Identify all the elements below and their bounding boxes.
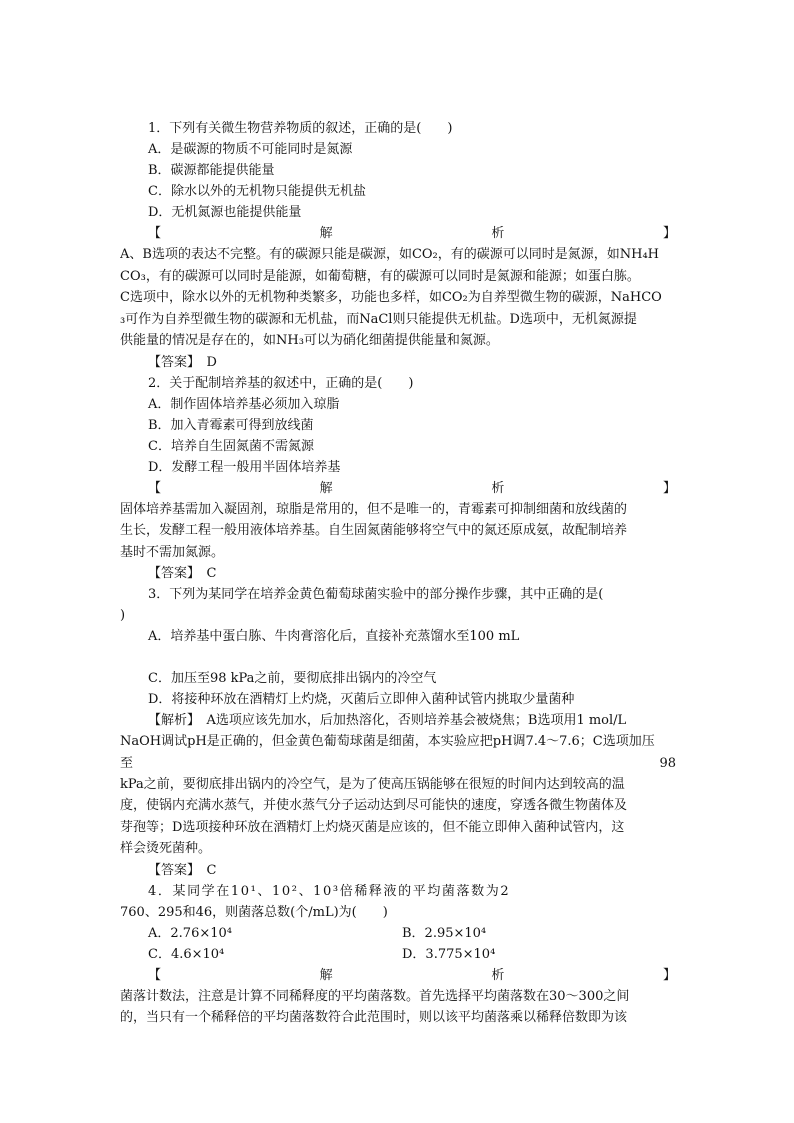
question-4-options-row-2 <box>120 944 676 965</box>
analysis-line: 基时不需加氮源。 <box>120 544 225 560</box>
question-1-option-b: B．碳源都能提供能量 <box>148 163 275 178</box>
question-1-analysis-label <box>120 223 676 244</box>
analysis-fragment: 98 <box>659 755 676 771</box>
analysis-char-2: 析 <box>491 967 505 983</box>
analysis-line: CO₃，有的碳源可以同时是能源，如葡萄糖，有的碳源可以同时是氮源和能源；如蛋白胨。 <box>120 268 640 284</box>
analysis-char-2: 析 <box>491 480 505 496</box>
question-4-analysis-label <box>120 965 676 986</box>
question-1-stem: 1．下列有关微生物营养物质的叙述，正确的是( ) <box>148 121 453 136</box>
analysis-justified-line <box>120 753 676 774</box>
analysis-line: 芽孢等；D选项接种环放在酒精灯上灼烧灭菌是应该的，但不能立即伸入菌种试管内，这 <box>120 819 625 835</box>
bracket-close: 】 <box>662 226 676 241</box>
question-4-option-c: C．4.6×10⁴ <box>148 946 225 962</box>
analysis-line: C选项中，除水以外的无机物种类繁多，功能也多样，如CO₂为自养型微生物的碳源，NaHCO <box>120 290 662 305</box>
question-4-stem: 4．某同学在10¹、10²、10³倍稀释液的平均菌落数为2 <box>148 883 511 899</box>
question-1-analysis <box>120 244 676 352</box>
question-2-analysis <box>120 499 676 564</box>
analysis-char-1: 解 <box>319 480 333 496</box>
question-3-option-a: A．培养基中蛋白胨、牛肉膏溶化后，直接补充蒸馏水至100 mL <box>148 629 520 644</box>
question-2-option-a: A．制作固体培养基必须加入琼脂 <box>148 396 340 412</box>
analysis-line: 固体培养基需加入凝固剂，琼脂是常用的，但不是唯一的，青霉素可抑制细菌和放线菌的 <box>120 501 628 517</box>
question-1-option-a: A．是碳源的物质不可能同时是氮源 <box>148 142 353 157</box>
question-4-analysis <box>120 986 676 1029</box>
question-2-option-c: C．培养自生固氮菌不需氮源 <box>148 438 314 454</box>
question-4-option-b: B．2.95×10⁴ <box>402 925 487 941</box>
question-4-options-row-1 <box>120 923 676 944</box>
question-4-stem-cont: 760、295和46，则菌落总数(个/mL)为( ) <box>120 904 388 920</box>
question-3-option-d: D．将接种环放在酒精灯上灼烧，灭菌后立即伸入菌种试管内挑取少量菌种 <box>148 692 575 707</box>
question-3-stem: 3．下列为某同学在培养金黄色葡萄球菌实验中的部分操作步骤，其中正确的是( <box>148 587 604 602</box>
analysis-line: ₃可作为自养型微生物的碳源和无机盐，而NaCl则只能提供无机盐。D选项中，无机氮源提 <box>120 311 637 327</box>
analysis-line: NaOH调试pH是正确的，但金黄色葡萄球菌是细菌，本实验应把pH调7.4～7.6；C选项加压 <box>120 734 655 749</box>
bracket-close: 】 <box>662 967 676 983</box>
question-3-answer: 【答案】 C <box>148 862 217 878</box>
question-2-option-d: D．发酵工程一般用半固体培养基 <box>148 459 341 475</box>
question-3-option-c: C．加压至98 kPa之前，要彻底排出锅内的冷空气 <box>148 671 437 686</box>
bracket-open: 【 <box>148 226 162 241</box>
analysis-line: 菌落计数法，注意是计算不同稀释度的平均菌落数。首先选择平均菌落数在30～300之间 <box>120 988 630 1004</box>
question-2-stem: 2．关于配制培养基的叙述中，正确的是( ) <box>148 375 414 391</box>
question-2-analysis-label <box>120 478 676 499</box>
analysis-line: A、B选项的表达不完整。有的碳源只能是碳源，如CO₂，有的碳源可以同时是氮源，如NH₄H <box>120 247 660 262</box>
question-3-stem-cont: ) <box>120 608 126 623</box>
bracket-close: 】 <box>662 480 676 496</box>
analysis-char-1: 解 <box>319 226 333 241</box>
document-page <box>120 118 676 1029</box>
question-4-option-d: D．3.775×10⁴ <box>402 946 496 962</box>
question-2-option-b: B．加入青霉素可得到放线菌 <box>148 417 314 433</box>
analysis-line: kPa之前，要彻底排出锅内的冷空气，是为了使高压锅能够在很短的时间内达到较高的温 <box>120 776 625 792</box>
blank-line <box>120 647 676 668</box>
analysis-char-1: 解 <box>319 967 333 983</box>
question-1-option-c: C．除水以外的无机物只能提供无机盐 <box>148 184 366 199</box>
question-1-answer: 【答案】 D <box>148 354 217 370</box>
bracket-open: 【 <box>148 480 162 496</box>
bracket-open: 【 <box>148 967 162 983</box>
question-2-answer: 【答案】 C <box>148 566 217 581</box>
analysis-line: 生长，发酵工程一般用液体培养基。自生固氮菌能够将空气中的氮还原成氨，故配制培养 <box>120 523 628 538</box>
question-4-option-a: A．2.76×10⁴ <box>148 925 232 941</box>
question-3-analysis-head: 【解析】 A选项应该先加水，后加热溶化，否则培养基会被烧焦；B选项用1 mol/L <box>148 713 627 728</box>
question-3-analysis <box>120 731 676 860</box>
analysis-line: 的，当只有一个稀释倍的平均菌落数符合此范围时，则以该平均菌落乘以稀释倍数即为该 <box>120 1010 628 1025</box>
analysis-line: 度，使锅内充满水蒸气，并使水蒸气分子运动达到尽可能快的速度，穿透各微生物菌体及 <box>120 798 628 813</box>
analysis-line: 样会烫死菌种。 <box>120 841 212 856</box>
analysis-line: 供能量的情况是存在的，如NH₃可以为硝化细菌提供能量和氮源。 <box>120 333 499 348</box>
analysis-fragment: 至 <box>120 755 134 771</box>
question-1-option-d: D．无机氮源也能提供能量 <box>148 205 302 220</box>
analysis-char-2: 析 <box>491 226 505 241</box>
